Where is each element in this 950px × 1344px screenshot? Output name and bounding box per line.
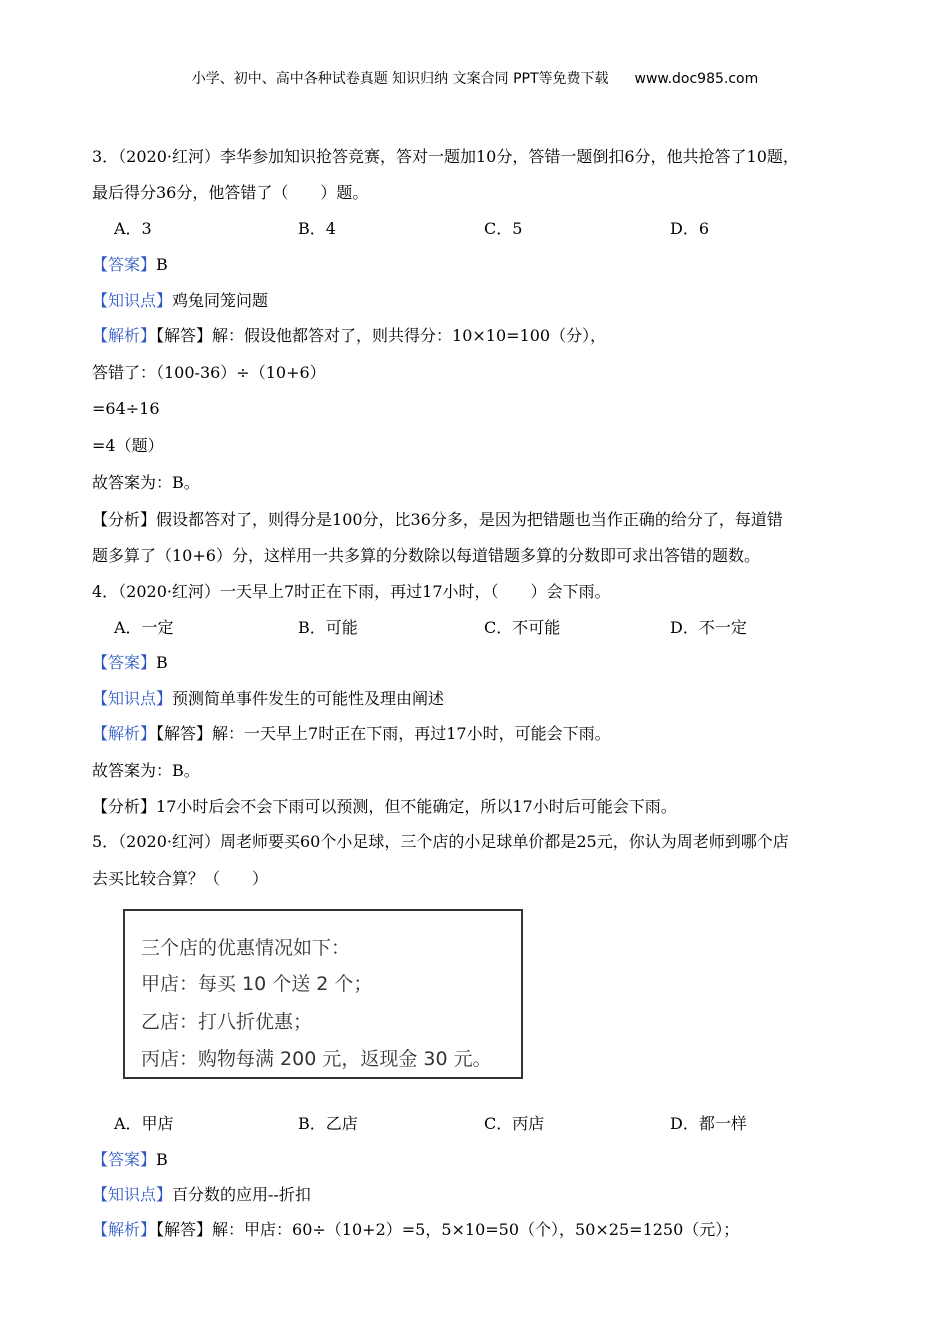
q4-option-a: A．一定 bbox=[114, 618, 174, 637]
q3-explain-line2: 题多算了（10+6）分，这样用一共多算的分数除以每道错题多算的分数即可求出答错的题数。 bbox=[92, 546, 760, 565]
answer-tag: 【答案】 bbox=[92, 1150, 157, 1169]
q3-knowledge-value: 鸡兔同笼问题 bbox=[172, 291, 269, 310]
q4-knowledge bbox=[92, 689, 444, 709]
q4-knowledge-value: 预测简单事件发生的可能性及理由阐述 bbox=[172, 689, 445, 708]
analysis-tag: 【解析】 bbox=[92, 724, 157, 743]
q4-answer-value: B bbox=[156, 653, 168, 672]
q4-analysis bbox=[92, 724, 611, 744]
analysis-tag: 【解析】 bbox=[92, 1220, 157, 1239]
q4-conclusion: 故答案为：B。 bbox=[92, 761, 200, 780]
answer-tag: 【答案】 bbox=[92, 255, 157, 274]
q3-option-b: B．4 bbox=[298, 219, 336, 238]
q4-option-d: D．不一定 bbox=[670, 618, 747, 637]
q5-answer bbox=[92, 1150, 168, 1170]
q5-stem-line1: 5．（2020·红河）周老师要买60个小足球，三个店的小足球单价都是25元，你认为周老师到哪个店 bbox=[92, 832, 789, 851]
q4-explain-text: 17小时后会不会下雨可以预测，但不能确定，所以17小时后可能会下雨。 bbox=[156, 797, 677, 816]
q3-answer bbox=[92, 255, 168, 275]
analysis-tag: 【解析】 bbox=[92, 326, 157, 345]
q3-step-3: =4（题） bbox=[92, 436, 164, 455]
explain-tag: 【分析】 bbox=[92, 510, 157, 529]
q5-stem-line2: 去买比较合算？（ ） bbox=[92, 869, 269, 888]
box-line-store-c: 丙店：购物每满 200 元，返现金 30 元。 bbox=[141, 1048, 492, 1070]
q3-explain-line1 bbox=[92, 510, 783, 530]
q5-option-b: B．乙店 bbox=[298, 1114, 358, 1133]
page-header bbox=[0, 68, 950, 88]
header-text: 小学、初中、高中各种试卷真题 知识归纳 文案合同 PPT等免费下载 bbox=[191, 71, 609, 87]
answer-tag: 【答案】 bbox=[92, 653, 157, 672]
q5-option-d: D．都一样 bbox=[670, 1114, 747, 1133]
q3-option-d: D．6 bbox=[670, 219, 710, 238]
q3-stem-line2: 最后得分36分，他答错了（ ）题。 bbox=[92, 183, 369, 202]
q4-option-c: C．不可能 bbox=[484, 618, 561, 637]
q4-stem-line1: 4．（2020·红河）一天早上7时正在下雨，再过17小时，（ ）会下雨。 bbox=[92, 582, 611, 601]
q5-knowledge bbox=[92, 1185, 311, 1205]
q3-solution-line: 解：假设他都答对了，则共得分：10×10=100（分）， bbox=[212, 326, 607, 345]
q5-knowledge-value: 百分数的应用--折扣 bbox=[172, 1185, 311, 1204]
q3-option-c: C．5 bbox=[484, 219, 523, 238]
q3-step-2: =64÷16 bbox=[92, 399, 160, 418]
q5-analysis bbox=[92, 1220, 739, 1240]
box-line-title: 三个店的优惠情况如下： bbox=[141, 937, 351, 959]
solution-tag: 【解答】 bbox=[156, 326, 213, 345]
q4-solution-line: 解：一天早上7时正在下雨，再过17小时，可能会下雨。 bbox=[212, 724, 611, 743]
knowledge-tag: 【知识点】 bbox=[92, 1185, 173, 1204]
knowledge-tag: 【知识点】 bbox=[92, 291, 173, 310]
q3-step-1: 答错了：（100-36）÷（10+6） bbox=[92, 363, 326, 382]
discount-info-box bbox=[123, 909, 523, 1079]
q3-stem-line1: 3．（2020·红河）李华参加知识抢答竞赛，答对一题加10分，答错一题倒扣6分，他共抢答了10题， bbox=[92, 147, 799, 166]
q3-answer-value: B bbox=[156, 255, 168, 274]
knowledge-tag: 【知识点】 bbox=[92, 689, 173, 708]
q3-explain-text1: 假设都答对了，则得分是100分，比36分多，是因为把错题也当作正确的给分了，每道错 bbox=[156, 510, 783, 529]
q4-answer bbox=[92, 653, 168, 673]
q3-conclusion: 故答案为：B。 bbox=[92, 473, 200, 492]
solution-tag: 【解答】 bbox=[156, 724, 213, 743]
q5-option-a: A．甲店 bbox=[114, 1114, 174, 1133]
q4-option-b: B．可能 bbox=[298, 618, 358, 637]
q5-solution-line: 解：甲店：60÷（10+2）=5，5×10=50（个），50×25=1250（元）； bbox=[212, 1220, 740, 1239]
solution-tag: 【解答】 bbox=[156, 1220, 213, 1239]
q3-knowledge bbox=[92, 291, 268, 311]
q5-option-c: C．丙店 bbox=[484, 1114, 545, 1133]
box-line-store-b: 乙店：打八折优惠； bbox=[141, 1011, 313, 1033]
q4-explain bbox=[92, 797, 677, 817]
box-line-store-a: 甲店：每买 10 个送 2 个； bbox=[141, 973, 373, 995]
header-site-link[interactable]: www.doc985.com bbox=[634, 71, 759, 87]
q3-analysis bbox=[92, 326, 606, 346]
q3-option-a: A．3 bbox=[114, 219, 152, 238]
q5-answer-value: B bbox=[156, 1150, 168, 1169]
explain-tag: 【分析】 bbox=[92, 797, 157, 816]
